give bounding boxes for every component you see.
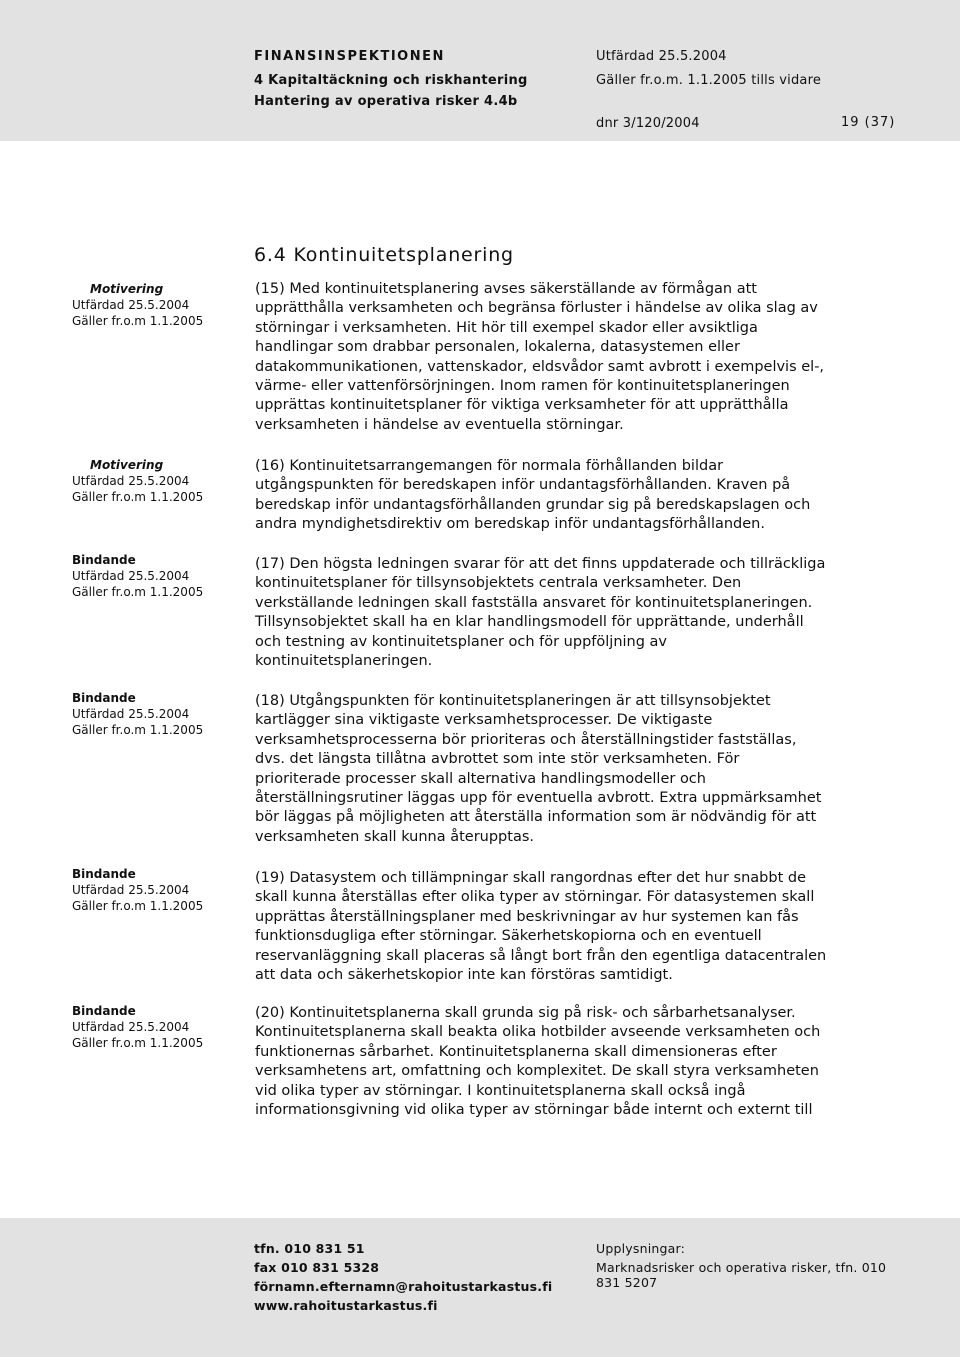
text-line: verksamheten skall kunna återupptas. bbox=[255, 828, 534, 845]
text-line: dvs. det längsta tillåtna avbrottet som inte stör verksamheten. För bbox=[255, 751, 740, 768]
footer-email: förnamn.efternamn@rahoitustarkastus.fi bbox=[254, 1279, 553, 1294]
paragraph-17 bbox=[255, 555, 905, 671]
margin-note-type: Bindande bbox=[72, 691, 136, 705]
footer-info-label: Upplysningar: bbox=[596, 1241, 686, 1256]
footer-info-line: 831 5207 bbox=[596, 1275, 658, 1290]
paragraph-16 bbox=[255, 457, 905, 535]
text-line: funktionernas sårbarhet. Kontinuitetsplanerna skall dimensioneras efter bbox=[255, 1043, 777, 1060]
margin-note bbox=[72, 281, 203, 329]
margin-note-type: Motivering bbox=[90, 458, 164, 472]
header-issued-date: Utfärdad 25.5.2004 bbox=[596, 49, 727, 64]
text-line: beredskap inför undantagsförhållanden grundar sig på beredskapslagen och bbox=[255, 496, 811, 513]
text-line: upprätthålla verksamheten och begränsa förluster i händelse av olika slag av bbox=[255, 300, 818, 317]
text-line: Tillsynsobjektet skall ha en klar handlingsmodell för upprättande, underhåll bbox=[255, 614, 804, 631]
text-line: datakommunikationen, vattenskador, eldsvådor samt avbrott i exempelvis el-, bbox=[255, 358, 825, 375]
text-line: funktionsdugliga efter störningar. Säkerhetskopiorna och en eventuell bbox=[255, 928, 762, 945]
footer-website: www.rahoitustarkastus.fi bbox=[254, 1298, 438, 1313]
text-line: kontinuitetsplaneringen. bbox=[255, 653, 433, 670]
margin-note bbox=[72, 866, 203, 914]
text-line: verksamheten i händelse av eventuella störningar. bbox=[255, 416, 624, 433]
text-line: (16) Kontinuitetsarrangemangen för normala förhållanden bildar bbox=[255, 458, 724, 474]
margin-note-type: Bindande bbox=[72, 867, 136, 881]
text-line: verkställande ledningen skall fastställa ansvaret för kontinuitetsplaneringen. bbox=[255, 594, 813, 611]
text-line: reservanläggning skall placeras så långt bort från den egentliga datacentralen bbox=[255, 947, 827, 964]
text-line: (17) Den högsta ledningen svarar för att det finns uppdaterade och tillräckliga bbox=[255, 556, 826, 572]
text-line: (18) Utgångspunkten för kontinuitetsplaneringen är att tillsynsobjektet bbox=[255, 693, 771, 709]
text-line: upprättas kontinuitetsplaner för viktiga verksamheter för att upprätthålla bbox=[255, 397, 789, 414]
header-validity: Gäller fr.o.m. 1.1.2005 tills vidare bbox=[596, 73, 822, 88]
margin-note-valid: Gäller fr.o.m 1.1.2005 bbox=[72, 490, 204, 504]
text-line: återställningsrutiner läggas upp för eventuella avbrott. Extra uppmärksamhet bbox=[255, 790, 822, 807]
text-line: informationsgivning vid olika typer av störningar både internt och externt till bbox=[255, 1102, 813, 1119]
header-topic: Hantering av operativa risker 4.4b bbox=[254, 94, 518, 109]
text-line: värme- eller vattenförsörjningen. Inom ramen för kontinuitetsplaneringen bbox=[255, 378, 790, 395]
text-line: kartlägger sina viktigaste verksamhetsprocesser. De viktigaste bbox=[255, 712, 713, 729]
page-header bbox=[0, 0, 960, 141]
text-line: bör läggas på möjligheten att återställa information som är nödvändig för att bbox=[255, 809, 817, 826]
text-line: upprättas återställningsplaner med beskrivningar av hur systemen kan fås bbox=[255, 908, 799, 925]
margin-note bbox=[72, 457, 203, 505]
paragraph-20 bbox=[255, 1004, 905, 1120]
header-document-number: dnr 3/120/2004 bbox=[596, 116, 700, 131]
paragraph-15 bbox=[255, 280, 905, 435]
margin-note-issued: Utfärdad 25.5.2004 bbox=[72, 474, 190, 488]
text-line: (19) Datasystem och tillämpningar skall rangordnas efter det hur snabbt de bbox=[255, 870, 807, 886]
margin-note-type: Bindande bbox=[72, 1004, 136, 1018]
margin-note-type: Motivering bbox=[90, 282, 164, 296]
margin-note-issued: Utfärdad 25.5.2004 bbox=[72, 707, 190, 721]
margin-note-issued: Utfärdad 25.5.2004 bbox=[72, 298, 190, 312]
header-page-number: 19 (37) bbox=[841, 115, 896, 130]
margin-note-issued: Utfärdad 25.5.2004 bbox=[72, 883, 190, 897]
margin-note-valid: Gäller fr.o.m 1.1.2005 bbox=[72, 723, 204, 737]
text-line: verksamhetens art, omfattning och komplexitet. De skall styra verksamheten bbox=[255, 1063, 819, 1080]
text-line: och testning av kontinuitetsplaner och för uppföljning av bbox=[255, 633, 668, 650]
paragraph-19 bbox=[255, 869, 905, 985]
footer-info-line: Marknadsrisker och operativa risker, tfn. 010 bbox=[596, 1260, 887, 1275]
margin-note-type: Bindande bbox=[72, 553, 136, 567]
page-footer bbox=[0, 1218, 960, 1357]
paragraph-18 bbox=[255, 692, 905, 847]
footer-fax: fax 010 831 5328 bbox=[254, 1260, 380, 1275]
header-chapter: 4 Kapitaltäckning och riskhantering bbox=[254, 73, 528, 88]
text-line: vid olika typer av störningar. I kontinuitetsplanerna skall också ingå bbox=[255, 1082, 746, 1099]
margin-note-valid: Gäller fr.o.m 1.1.2005 bbox=[72, 899, 204, 913]
text-line: prioriterade processer skall alternativa handlingsmodeller och bbox=[255, 770, 706, 787]
footer-phone: tfn. 010 831 51 bbox=[254, 1241, 365, 1256]
text-line: störningar i verksamheten. Hit hör till exempel skador eller avsiktliga bbox=[255, 319, 758, 336]
margin-note-valid: Gäller fr.o.m 1.1.2005 bbox=[72, 314, 204, 328]
section-heading: 6.4 Kontinuitetsplanering bbox=[254, 244, 514, 266]
text-line: Kontinuitetsplanerna skall beakta olika hotbilder avseende verksamheten och bbox=[255, 1024, 821, 1041]
margin-note-issued: Utfärdad 25.5.2004 bbox=[72, 569, 190, 583]
margin-note bbox=[72, 1003, 203, 1051]
margin-note-valid: Gäller fr.o.m 1.1.2005 bbox=[72, 1036, 204, 1050]
text-line: andra myndighetsdirektiv om beredskap inför undantagsförhållanden. bbox=[255, 516, 765, 533]
text-line: kontinuitetsplaner för tillsynsobjektets centrala verksamheter. Den bbox=[255, 575, 742, 592]
margin-note bbox=[72, 690, 203, 738]
header-organization: FINANSINSPEKTIONEN bbox=[254, 49, 445, 64]
text-line: handlingar som drabbar personalen, lokalerna, datasystemen eller bbox=[255, 339, 740, 356]
text-line: skall kunna återställas efter olika typer av störningar. För datasystemen skall bbox=[255, 889, 815, 906]
text-line: (15) Med kontinuitetsplanering avses säkerställande av förmågan att bbox=[255, 281, 757, 297]
margin-note-valid: Gäller fr.o.m 1.1.2005 bbox=[72, 585, 204, 599]
text-line: verksamhetsprocesserna bör prioriteras och återställningstider fastställas, bbox=[255, 731, 797, 748]
text-line: (20) Kontinuitetsplanerna skall grunda sig på risk- och sårbarhetsanalyser. bbox=[255, 1005, 796, 1021]
margin-note-issued: Utfärdad 25.5.2004 bbox=[72, 1020, 190, 1034]
text-line: utgångspunkten för beredskapen inför undantagsförhållanden. Kraven på bbox=[255, 477, 791, 494]
margin-note bbox=[72, 552, 203, 600]
text-line: att data och säkerhetskopior inte kan förstöras samtidigt. bbox=[255, 967, 673, 984]
